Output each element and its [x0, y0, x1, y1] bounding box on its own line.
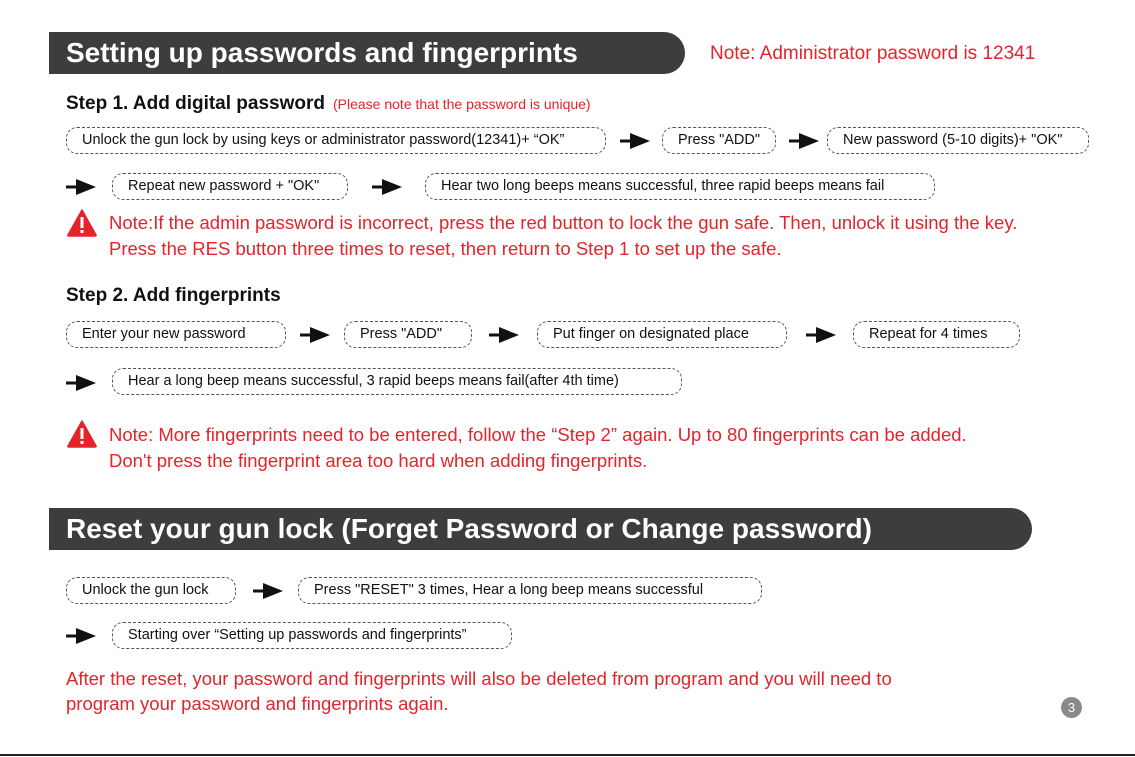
- warning-triangle-icon: [67, 420, 97, 448]
- reset-box-unlock: Unlock the gun lock: [66, 577, 236, 604]
- step1-title: Step 1. Add digital password: [66, 93, 325, 114]
- step2-warning-line2: Don't press the fingerprint area too hard when adding fingerprints.: [109, 450, 648, 471]
- step2-box-put-finger: Put finger on designated place: [537, 321, 787, 348]
- arrow-right-icon: [372, 179, 402, 195]
- arrow-right-icon: [300, 327, 330, 343]
- step2-box-beeps: Hear a long beep means successful, 3 rapid beeps means fail(after 4th time): [112, 368, 682, 395]
- reset-footer-line2: program your password and fingerprints again.: [66, 693, 449, 714]
- step2-warning-line1: Note: More fingerprints need to be entered, follow the “Step 2” again. Up to 80 fingerprints can be added.: [109, 424, 967, 445]
- arrow-right-icon: [66, 628, 96, 644]
- arrow-right-icon: [489, 327, 519, 343]
- step1-box-unlock: Unlock the gun lock by using keys or administrator password(12341)+ “OK”: [66, 127, 606, 154]
- step1-heading: [66, 93, 591, 115]
- arrow-right-icon: [806, 327, 836, 343]
- step2-box-press-add: Press "ADD": [344, 321, 472, 348]
- step2-box-enter-password: Enter your new password: [66, 321, 286, 348]
- step1-box-new-password: New password (5-10 digits)+ "OK": [827, 127, 1089, 154]
- page-number: 3: [1061, 697, 1082, 718]
- step1-warning-line2: Press the RES button three times to reset, then return to Step 1 to set up the safe.: [109, 238, 782, 259]
- reset-box-start-over: Starting over “Setting up passwords and fingerprints”: [112, 622, 512, 649]
- bottom-divider: [0, 754, 1135, 756]
- section-title-reset: Reset your gun lock (Forget Password or Change password): [49, 508, 1032, 550]
- reset-footer-line1: After the reset, your password and fingerprints will also be deleted from program and you will need to: [66, 668, 892, 689]
- step1-box-beeps: Hear two long beeps means successful, three rapid beeps means fail: [425, 173, 935, 200]
- section-title-setup: Setting up passwords and fingerprints: [49, 32, 685, 74]
- step1-subnote: (Please note that the password is unique): [333, 96, 591, 112]
- arrow-right-icon: [66, 179, 96, 195]
- admin-password-note: Note: Administrator password is 12341: [710, 43, 1036, 64]
- step1-box-repeat-password: Repeat new password + "OK": [112, 173, 348, 200]
- step2-box-repeat: Repeat for 4 times: [853, 321, 1020, 348]
- step1-warning-line1: Note:If the admin password is incorrect, press the red button to lock the gun safe. Then, unlock it using the key.: [109, 212, 1018, 233]
- arrow-right-icon: [66, 375, 96, 391]
- arrow-right-icon: [789, 133, 819, 149]
- step2-title: Step 2. Add fingerprints: [66, 285, 281, 306]
- arrow-right-icon: [253, 583, 283, 599]
- arrow-right-icon: [620, 133, 650, 149]
- reset-box-press-reset: Press "RESET" 3 times, Hear a long beep means successful: [298, 577, 762, 604]
- warning-triangle-icon: [67, 209, 97, 237]
- step1-box-press-add: Press "ADD": [662, 127, 776, 154]
